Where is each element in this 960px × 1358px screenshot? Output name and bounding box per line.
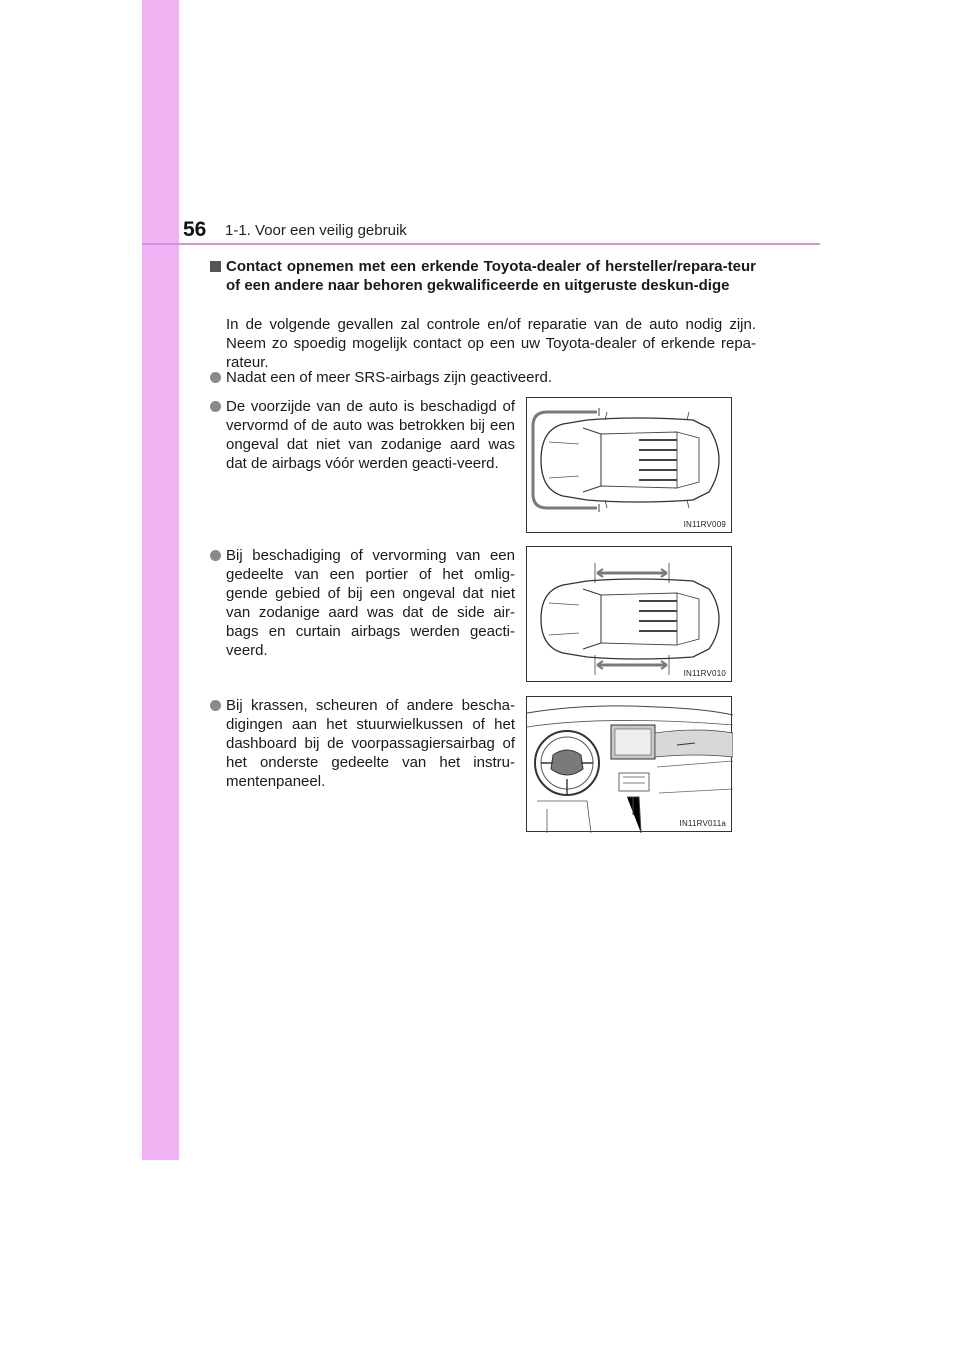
list-item — [210, 696, 515, 791]
section-heading — [210, 257, 756, 295]
car-top-view-icon — [527, 398, 733, 534]
figure-code: IN11RV010 — [683, 669, 726, 678]
list-item-text: De voorzijde van de auto is beschadigd of vervormd of de auto was betrokken bij een ongeval dat niet van zodanige aard was dat de airbags vóór werden geacti-veerd. — [226, 398, 515, 472]
figure-side-damage — [526, 546, 732, 682]
car-top-view-icon — [527, 547, 733, 683]
chapter-title: 1-1. Voor een veilig gebruik — [225, 222, 407, 239]
list-item-text: Bij krassen, scheuren of andere bescha-digingen aan het stuurwielkussen of het dashboard bij de voorpassagiersairbag of het onderste gedeelte van het instru-mentenpaneel. — [226, 697, 515, 790]
figure-code: IN11RV009 — [683, 520, 726, 529]
header-divider — [142, 243, 820, 245]
square-bullet-icon — [210, 261, 221, 272]
bullet-icon — [210, 550, 221, 561]
bullet-icon — [210, 700, 221, 711]
figure-dashboard-damage — [526, 696, 732, 832]
page-number: 56 — [183, 218, 207, 241]
intro-paragraph: In de volgende gevallen zal controle en/of reparatie van de auto nodig zijn. Neem zo spoedig mogelijk contact op een uw Toyota-dealer of erkende repa-rateur. — [226, 316, 756, 371]
dashboard-icon — [527, 697, 733, 833]
bullet-icon — [210, 372, 221, 383]
list-item — [210, 397, 515, 473]
side-tab — [142, 0, 179, 1160]
list-item-text: Nadat een of meer SRS-airbags zijn geactiveerd. — [226, 369, 553, 386]
section-heading-text: Contact opnemen met een erkende Toyota-dealer of hersteller/repara-teur of een andere naar behoren gekwalificeerde en uitgeruste deskun-dige — [226, 258, 756, 294]
figure-code: IN11RV011a — [679, 819, 726, 828]
bullet-icon — [210, 401, 221, 412]
list-item — [210, 546, 515, 660]
figure-front-damage — [526, 397, 732, 533]
list-item — [210, 368, 770, 387]
list-item-text: Bij beschadiging of vervorming van een gedeelte van een portier of het omlig-gende gebied of bij een ongeval dat niet van zodanige aard was dat de side air-bags en curtain airbags werden geacti-veerd. — [226, 547, 515, 659]
